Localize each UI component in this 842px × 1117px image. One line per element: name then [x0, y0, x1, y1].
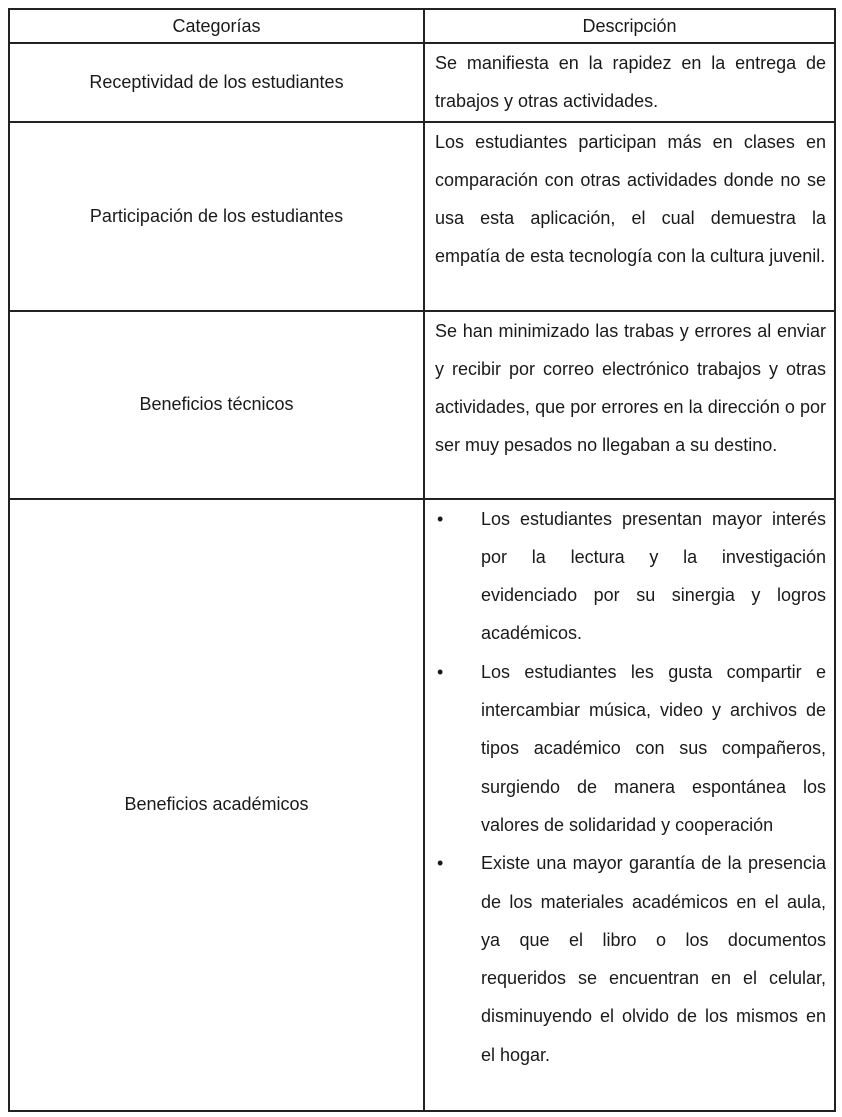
- header-categorias: Categorías: [9, 9, 424, 43]
- category-cell: Beneficios académicos: [9, 499, 424, 1111]
- bullet-icon: •: [437, 508, 444, 529]
- table-row: [9, 122, 835, 311]
- table-row: [9, 43, 835, 122]
- bullet-icon: •: [437, 661, 444, 682]
- category-cell: Receptividad de los estudiantes: [9, 43, 424, 122]
- list-item: [435, 844, 826, 1074]
- list-item: [435, 653, 826, 844]
- description-cell: Se manifiesta en la rapidez en la entrega de trabajos y otras actividades.: [424, 43, 835, 122]
- description-cell: Los estudiantes participan más en clases en comparación con otras actividades donde no se usa esta aplicación, el cual demuestra la empatía de esta tecnología con la cultura juvenil.: [424, 122, 835, 311]
- table-row: [9, 311, 835, 499]
- header-descripcion: Descripción: [424, 9, 835, 43]
- category-cell: Beneficios técnicos: [9, 311, 424, 499]
- list-item: [435, 500, 826, 653]
- description-cell: Se han minimizado las trabas y errores al enviar y recibir por correo electrónico trabajos y otras actividades, que por errores en la dirección o por ser muy pesados no llegaban a su destino.: [424, 311, 835, 499]
- categories-table: [8, 8, 836, 1112]
- bullet-text: Existe una mayor garantía de la presencia de los materiales académicos en el aula, ya que el libro o los documentos requeridos se encuentran en el celular, disminuyendo el olvido de los mismos en el hogar.: [481, 853, 826, 1065]
- bullet-list: [435, 500, 826, 1074]
- description-cell: [424, 499, 835, 1111]
- table-header-row: [9, 9, 835, 43]
- bullet-icon: •: [437, 853, 444, 874]
- bullet-text: Los estudiantes presentan mayor interés por la lectura y la investigación evidenciado por su sinergia y logros académicos.: [481, 508, 826, 644]
- table-row: [9, 499, 835, 1111]
- bullet-text: Los estudiantes les gusta compartir e intercambiar música, video y archivos de tipos académico con sus compañeros, surgiendo de manera espontánea los valores de solidaridad y cooperación: [481, 661, 826, 835]
- category-cell: Participación de los estudiantes: [9, 122, 424, 311]
